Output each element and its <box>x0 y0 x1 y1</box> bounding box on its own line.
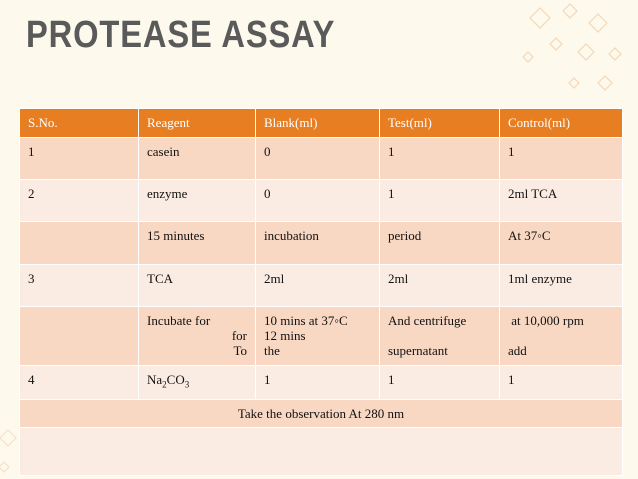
cell-reagent <box>139 307 256 366</box>
cell-test: 1 <box>380 366 500 400</box>
cell-test: 1 <box>380 180 500 222</box>
reagent-base: Na <box>147 372 163 387</box>
cell-control: 1 <box>500 138 623 180</box>
header-control: Control(ml) <box>500 109 623 138</box>
header-sno: S.No. <box>20 109 139 138</box>
table-row <box>20 265 623 307</box>
cell-test: period <box>380 222 500 265</box>
slide-title: PROTEASE ASSAY <box>26 14 336 56</box>
cell-control: 1ml enzyme <box>500 265 623 307</box>
test-line-3: supernatant <box>388 343 448 358</box>
reagent-subscript-1: 2 <box>162 379 167 390</box>
cell-blank: incubation <box>256 222 380 265</box>
reagent-mid: CO <box>166 372 185 387</box>
control-line-2 <box>508 328 614 343</box>
cell-blank: 2ml <box>256 265 380 307</box>
cell-control: 2ml TCA <box>500 180 623 222</box>
table-row <box>20 427 623 475</box>
reagent-subscript-2: 3 <box>184 379 190 390</box>
cell-reagent: enzyme <box>139 180 256 222</box>
cell-control <box>500 307 623 366</box>
cell-test: 2ml <box>380 265 500 307</box>
header-blank: Blank(ml) <box>256 109 380 138</box>
cell-reagent: TCA <box>139 265 256 307</box>
cell-blank: 0 <box>256 180 380 222</box>
reagent-line-2: for <box>231 328 247 343</box>
cell-reagent: casein <box>139 138 256 180</box>
cell-sno: 1 <box>20 138 139 180</box>
header-reagent: Reagent <box>139 109 256 138</box>
cell-blank <box>256 307 380 366</box>
cell-control: 1 <box>500 366 623 400</box>
table-row <box>20 222 623 265</box>
cell-reagent: 15 minutes <box>139 222 256 265</box>
table-row <box>20 307 623 366</box>
protease-assay-table <box>19 108 623 476</box>
cell-test <box>380 307 500 366</box>
table-row <box>20 138 623 180</box>
cell-reagent <box>139 366 256 400</box>
cell-sno: 3 <box>20 265 139 307</box>
test-line-2 <box>388 328 491 343</box>
observation-cell: Take the observation At 280 nm <box>20 399 623 427</box>
empty-cell <box>20 427 623 475</box>
cell-control: At 37◦C <box>500 222 623 265</box>
cell-sno <box>20 307 139 366</box>
table-header-row <box>20 109 623 138</box>
cell-sno: 2 <box>20 180 139 222</box>
blank-line-1: 10 mins at 37◦C <box>264 313 348 328</box>
table-row <box>20 366 623 400</box>
cell-blank: 0 <box>256 138 380 180</box>
table-row <box>20 180 623 222</box>
table-row <box>20 399 623 427</box>
header-test: Test(ml) <box>380 109 500 138</box>
cell-sno <box>20 222 139 265</box>
control-line-1: at 10,000 rpm <box>508 313 584 328</box>
cell-sno: 4 <box>20 366 139 400</box>
test-line-1: And centrifuge <box>388 313 467 328</box>
blank-line-3: the <box>264 343 280 358</box>
cell-blank: 1 <box>256 366 380 400</box>
control-line-3: add <box>508 343 527 358</box>
blank-line-2: 12 mins <box>264 328 306 343</box>
reagent-line-1: Incubate for <box>147 313 211 328</box>
reagent-line-3: To <box>233 343 247 358</box>
cell-test: 1 <box>380 138 500 180</box>
